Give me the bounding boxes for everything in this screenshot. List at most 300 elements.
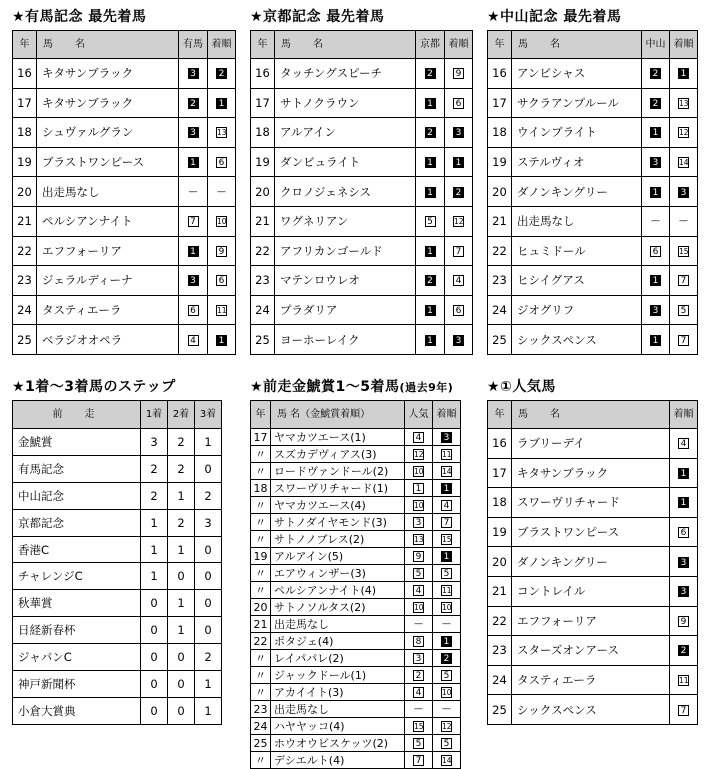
year-cell: 21 [251, 206, 275, 236]
horse-name: エフフォーリア [512, 606, 670, 636]
year-cell: 16 [251, 59, 275, 89]
table-row [13, 118, 236, 148]
rank-badge: 7 [678, 275, 689, 286]
year-cell: 〃 [251, 667, 271, 684]
table-row [251, 531, 461, 548]
count-first: 0 [141, 590, 168, 617]
table-row [251, 446, 461, 463]
count-third: 1 [195, 429, 222, 456]
table-row [13, 206, 236, 236]
rank-badge: 14 [442, 467, 452, 476]
rank-badge: 5 [441, 738, 452, 749]
header-name: 馬 名 [275, 31, 416, 59]
col1-badge: 2 [650, 98, 661, 109]
rank-badge-cell [670, 88, 698, 118]
table-row [251, 480, 461, 497]
horse-name: 出走馬なし [37, 177, 179, 207]
horse-name: アルアイン [275, 118, 416, 148]
col1-badge-cell [642, 325, 670, 355]
horse-name: アカイイト(3) [271, 684, 405, 701]
rank-badge: 5 [441, 670, 452, 681]
rank-badge-cell [433, 429, 461, 446]
header-name: 馬 名（金鯱賞着順） [271, 401, 405, 429]
rank-badge-cell [670, 236, 698, 266]
rank-badge: 12 [442, 722, 452, 731]
col1-badge: 1 [425, 246, 436, 257]
year-cell: 24 [13, 295, 37, 325]
header-rank: 着順 [208, 31, 236, 59]
rank-badge: 11 [442, 450, 452, 459]
header-year: 年 [488, 31, 512, 59]
col1-badge-cell [179, 236, 208, 266]
rank-badge-cell [670, 665, 698, 695]
header-name: 馬 名 [512, 401, 670, 429]
col1-badge-cell [405, 735, 433, 752]
table-row [13, 455, 222, 482]
year-cell: 18 [251, 480, 271, 497]
horse-name: キタサンブラック [37, 59, 179, 89]
col1-badge-cell [642, 266, 670, 296]
col1-badge: 4 [413, 432, 424, 443]
count-second: 0 [168, 697, 195, 724]
year-cell: 22 [251, 633, 271, 650]
table-row [251, 118, 473, 148]
table-row [251, 633, 461, 650]
count-third: 1 [195, 671, 222, 698]
horse-name: アフリカンゴールド [275, 236, 416, 266]
prev-race-name: 金鯱賞 [13, 429, 141, 456]
kinko-table [250, 400, 461, 769]
rank-badge-cell [445, 177, 473, 207]
rank-badge: 6 [678, 527, 689, 538]
rank-badge: 11 [442, 586, 452, 595]
table-row [13, 236, 236, 266]
col1-badge: — [188, 186, 198, 197]
table-row [13, 644, 222, 671]
col1-badge-cell [416, 206, 445, 236]
table-row [13, 509, 222, 536]
count-second: 1 [168, 590, 195, 617]
count-third: 2 [195, 644, 222, 671]
nakayama-title: ★中山記念 最先着馬 [487, 9, 622, 25]
year-cell: 24 [251, 295, 275, 325]
rank-badge-cell [445, 147, 473, 177]
rank-badge: 9 [216, 246, 227, 257]
col1-badge: 2 [425, 68, 436, 79]
prev-race-name: 香港C [13, 536, 141, 563]
col1-badge-cell [416, 266, 445, 296]
rank-badge-cell [445, 59, 473, 89]
horse-name: ブラストワンピース [512, 517, 670, 547]
col1-badge-cell [179, 118, 208, 148]
col1-badge: 15 [414, 722, 424, 731]
table-row [488, 325, 698, 355]
year-cell: 23 [13, 266, 37, 296]
rank-badge-cell [433, 650, 461, 667]
horse-name: ペルシアンナイト(4) [271, 582, 405, 599]
header-year: 年 [488, 401, 512, 429]
rank-badge: — [679, 216, 688, 227]
count-first: 1 [141, 563, 168, 590]
col1-badge: 2 [413, 670, 424, 681]
col1-badge-cell [179, 325, 208, 355]
col1-badge: — [414, 619, 423, 629]
horse-name: 出走馬なし [271, 616, 405, 633]
rank-badge: 4 [441, 500, 452, 511]
table-row [488, 59, 698, 89]
table-row [251, 701, 461, 718]
table-row [251, 667, 461, 684]
year-cell: 24 [251, 718, 271, 735]
table-row [13, 563, 222, 590]
rank-badge-cell [208, 325, 236, 355]
year-cell: 〃 [251, 446, 271, 463]
horse-name: サトノダイヤモンド(3) [271, 514, 405, 531]
table-row [251, 206, 473, 236]
table-row [13, 266, 236, 296]
rank-badge-cell [208, 177, 236, 207]
col1-badge-cell [405, 616, 433, 633]
count-second: 1 [168, 617, 195, 644]
horse-name: 出走馬なし [512, 206, 642, 236]
year-cell: 20 [251, 599, 271, 616]
year-cell: 23 [251, 266, 275, 296]
rank-badge: 2 [216, 68, 227, 79]
rank-badge: 10 [217, 217, 227, 227]
rank-badge: 3 [678, 557, 689, 568]
year-cell: 21 [13, 206, 37, 236]
horse-name: ウインブライト [512, 118, 642, 148]
prev-race-name: 日経新春杯 [13, 617, 141, 644]
col1-badge-cell [642, 59, 670, 89]
rank-badge-cell [445, 325, 473, 355]
col1-badge: 3 [413, 653, 424, 664]
rank-badge-cell [670, 177, 698, 207]
rank-badge: 15 [679, 246, 689, 256]
rank-badge-cell [433, 701, 461, 718]
year-cell: 19 [488, 147, 512, 177]
rank-badge: 14 [679, 158, 689, 168]
horse-name: シックスペンス [512, 325, 642, 355]
count-second: 0 [168, 563, 195, 590]
col1-badge: 3 [650, 157, 661, 168]
rank-badge: 10 [442, 603, 452, 612]
rank-badge: 12 [454, 217, 464, 227]
col1-badge: 4 [413, 687, 424, 698]
count-first: 2 [141, 482, 168, 509]
col1-badge-cell [405, 599, 433, 616]
rank-badge-cell [670, 606, 698, 636]
col1-badge-cell [405, 650, 433, 667]
table-row [251, 88, 473, 118]
year-cell: 〃 [251, 752, 271, 769]
year-cell: 〃 [251, 497, 271, 514]
horse-name: ダンビュライト [275, 147, 416, 177]
col1-badge-cell [179, 266, 208, 296]
rank-badge-cell [433, 531, 461, 548]
col1-badge-cell [405, 718, 433, 735]
rank-badge: 2 [453, 187, 464, 198]
rank-badge-cell [670, 458, 698, 488]
table-row [251, 497, 461, 514]
prev-race-name: 小倉大賞典 [13, 697, 141, 724]
table-row [488, 429, 698, 459]
count-third: 0 [195, 563, 222, 590]
rank-badge-cell [433, 735, 461, 752]
table-row [13, 482, 222, 509]
year-cell: 19 [251, 147, 275, 177]
col1-badge-cell [405, 446, 433, 463]
table-row [488, 488, 698, 518]
rank-badge: 5 [678, 305, 689, 316]
table-row [13, 671, 222, 698]
rank-badge-cell [670, 295, 698, 325]
table-row [13, 429, 222, 456]
header-year: 年 [251, 31, 275, 59]
count-first: 2 [141, 455, 168, 482]
col1-badge-cell [642, 88, 670, 118]
table-row [488, 547, 698, 577]
year-cell: 22 [13, 236, 37, 266]
horse-name: ヨーホーレイク [275, 325, 416, 355]
rank-badge: 6 [216, 157, 227, 168]
col1-badge-cell [642, 147, 670, 177]
year-cell: 〃 [251, 684, 271, 701]
col1-badge: 12 [414, 450, 424, 459]
horse-name: デシエルト(4) [271, 752, 405, 769]
year-cell: 18 [251, 118, 275, 148]
year-cell: 17 [488, 458, 512, 488]
prev-race-name: 有馬記念 [13, 455, 141, 482]
rank-badge: 14 [442, 756, 452, 765]
horse-name: サクラアンプルール [512, 88, 642, 118]
header-rank: 着順 [433, 401, 461, 429]
count-first: 0 [141, 617, 168, 644]
col1-badge-cell [405, 463, 433, 480]
col1-badge: 3 [413, 517, 424, 528]
rank-badge-cell [670, 118, 698, 148]
col1-badge-cell [416, 236, 445, 266]
rank-badge-cell [208, 147, 236, 177]
prev-race-name: 中山記念 [13, 482, 141, 509]
year-cell: 21 [488, 206, 512, 236]
col1-badge-cell [416, 325, 445, 355]
horse-name: ダノンキングリー [512, 547, 670, 577]
year-cell: 17 [251, 88, 275, 118]
rank-badge-cell [445, 295, 473, 325]
year-cell: 22 [488, 606, 512, 636]
prev-race-name: ジャパンC [13, 644, 141, 671]
year-cell: 23 [251, 701, 271, 718]
horse-name: 出走馬なし [271, 701, 405, 718]
col1-badge-cell [642, 295, 670, 325]
table-row [251, 177, 473, 207]
col1-badge: 1 [650, 335, 661, 346]
horse-name: サトノソルタス(2) [271, 599, 405, 616]
year-cell: 17 [13, 88, 37, 118]
horse-name: ワグネリアン [275, 206, 416, 236]
count-second: 1 [168, 482, 195, 509]
rank-badge-cell [670, 517, 698, 547]
rank-badge: 9 [678, 616, 689, 627]
header-nakayama: 中山 [642, 31, 670, 59]
table-row [13, 617, 222, 644]
table-row [251, 236, 473, 266]
horse-name: アンビシャス [512, 59, 642, 89]
prev-race-name: 神戸新聞杯 [13, 671, 141, 698]
year-cell: 〃 [251, 582, 271, 599]
table-row [251, 565, 461, 582]
horse-name: シュヴァルグラン [37, 118, 179, 148]
col1-badge: 2 [188, 98, 199, 109]
col1-badge-cell [405, 633, 433, 650]
count-first: 1 [141, 536, 168, 563]
horse-name: アルアイン(5) [271, 548, 405, 565]
col1-badge-cell [405, 701, 433, 718]
col1-badge: 2 [425, 275, 436, 286]
rank-badge-cell [433, 752, 461, 769]
kyoto-title: ★京都記念 最先着馬 [250, 9, 385, 25]
year-cell: 20 [488, 547, 512, 577]
col1-badge: 8 [413, 636, 424, 647]
rank-badge-cell [670, 429, 698, 459]
rank-badge: 1 [441, 483, 452, 494]
table-row [251, 295, 473, 325]
count-second: 2 [168, 429, 195, 456]
rank-badge: 3 [441, 432, 452, 443]
rank-badge-cell [670, 547, 698, 577]
year-cell: 19 [488, 517, 512, 547]
rank-badge: 7 [441, 517, 452, 528]
table-row [488, 295, 698, 325]
col1-badge: 1 [425, 98, 436, 109]
col1-badge-cell [405, 514, 433, 531]
header-second: 2着 [168, 401, 195, 429]
horse-name: プラダリア [275, 295, 416, 325]
count-third: 1 [195, 697, 222, 724]
rank-badge-cell [433, 514, 461, 531]
header-name: 馬 名 [512, 31, 642, 59]
year-cell: 19 [251, 548, 271, 565]
rank-badge-cell [445, 88, 473, 118]
horse-name: サトノクラウン [275, 88, 416, 118]
table-row [251, 650, 461, 667]
horse-name: ヤマカツエース(4) [271, 497, 405, 514]
table-row [251, 463, 461, 480]
col1-badge-cell [179, 206, 208, 236]
horse-name: ヒシイグアス [512, 266, 642, 296]
header-first: 1着 [141, 401, 168, 429]
rank-badge: — [217, 186, 226, 197]
col1-badge-cell [405, 531, 433, 548]
year-cell: 〃 [251, 650, 271, 667]
count-first: 0 [141, 697, 168, 724]
header-prev-race: 前 走 [13, 401, 141, 429]
year-cell: 〃 [251, 463, 271, 480]
rank-badge-cell [433, 718, 461, 735]
table-row [13, 325, 236, 355]
rank-badge: 1 [678, 68, 689, 79]
table-row [13, 697, 222, 724]
year-cell: 17 [488, 88, 512, 118]
col1-badge-cell [405, 497, 433, 514]
col1-badge-cell [179, 147, 208, 177]
col1-badge: 1 [425, 305, 436, 316]
prev-race-name: 秋華賞 [13, 590, 141, 617]
horse-name: タスティエーラ [512, 665, 670, 695]
horse-name: コントレイル [512, 576, 670, 606]
kinko-title-wrap [250, 376, 453, 396]
col1-badge-cell [642, 206, 670, 236]
rank-badge: 6 [453, 98, 464, 109]
year-cell: 20 [488, 177, 512, 207]
horse-name: スワーヴリチャード [512, 488, 670, 518]
table-row [251, 266, 473, 296]
table-row [251, 616, 461, 633]
rank-badge-cell [445, 118, 473, 148]
rank-badge: — [442, 704, 451, 714]
rank-badge: 6 [453, 305, 464, 316]
header-name: 馬 名 [37, 31, 179, 59]
year-cell: 22 [251, 236, 275, 266]
horse-name: ホウオウビスケッツ(2) [271, 735, 405, 752]
year-cell: 16 [488, 59, 512, 89]
year-cell: 25 [251, 735, 271, 752]
table-row [488, 266, 698, 296]
col1-badge: 2 [425, 127, 436, 138]
col1-badge: 3 [188, 275, 199, 286]
horse-name: スターズオンアース [512, 636, 670, 666]
arima-title: ★有馬記念 最先着馬 [12, 9, 147, 25]
year-cell: 〃 [251, 514, 271, 531]
horse-name: シックスペンス [512, 695, 670, 725]
rank-badge: 1 [441, 551, 452, 562]
rank-badge: 12 [679, 128, 689, 138]
col1-badge: 3 [188, 127, 199, 138]
col1-badge-cell [179, 88, 208, 118]
rank-badge: 7 [678, 335, 689, 346]
table-row [251, 548, 461, 565]
col1-badge-cell [416, 295, 445, 325]
table-row [488, 606, 698, 636]
table-row [488, 236, 698, 266]
col1-badge: 13 [414, 535, 424, 544]
table-row [251, 147, 473, 177]
count-third: 0 [195, 455, 222, 482]
year-cell: 16 [13, 59, 37, 89]
rank-badge: 1 [216, 335, 227, 346]
year-cell: 〃 [251, 565, 271, 582]
steps-table [12, 400, 222, 725]
count-third: 2 [195, 482, 222, 509]
kinko-subtitle: (過去9年) [399, 381, 454, 394]
count-first: 0 [141, 671, 168, 698]
rank-badge-cell [433, 684, 461, 701]
col1-badge: 1 [425, 187, 436, 198]
col1-badge-cell [642, 118, 670, 148]
year-cell: 23 [488, 266, 512, 296]
horse-name: ヤマカツエース(1) [271, 429, 405, 446]
favorite-title: ★①人気馬 [487, 379, 556, 395]
horse-name: エフフォーリア [37, 236, 179, 266]
horse-name: ブラストワンピース [37, 147, 179, 177]
count-second: 2 [168, 509, 195, 536]
col1-badge: 7 [188, 216, 199, 227]
table-row [251, 718, 461, 735]
rank-badge-cell [670, 576, 698, 606]
year-cell: 25 [13, 325, 37, 355]
horse-name: ステルヴィオ [512, 147, 642, 177]
